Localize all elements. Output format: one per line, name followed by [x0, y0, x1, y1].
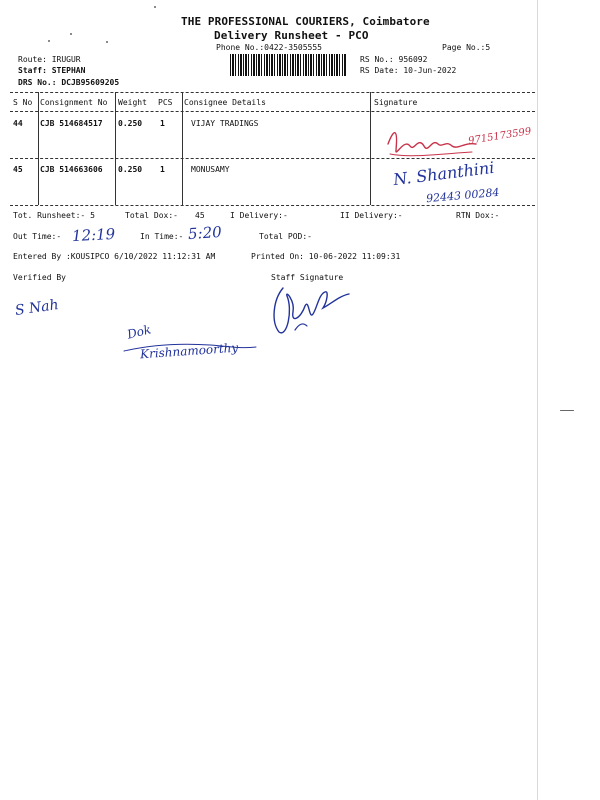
header-consignment: Consignment No — [40, 98, 108, 107]
handwritten-out-time: 12:19 — [71, 224, 116, 246]
header-pcs: PCS — [158, 98, 173, 107]
document-title: Delivery Runsheet - PCO — [214, 29, 369, 42]
scan-speck — [560, 410, 574, 411]
row-consignee: VIJAY TRADINGS — [191, 119, 259, 128]
row-consignment: CJB 514663606 — [40, 165, 103, 174]
company-name: THE PROFESSIONAL COURIERS, Coimbatore — [181, 15, 430, 28]
total-pod-label: Total POD:- — [259, 232, 312, 241]
row-consignee: MONUSAMY — [191, 165, 230, 174]
scan-speck — [70, 33, 72, 35]
column-divider — [38, 92, 39, 205]
row-consignment: CJB 514684517 — [40, 119, 103, 128]
out-time-label: Out Time:- — [13, 232, 62, 241]
route-label: Route: IRUGUR — [18, 55, 81, 64]
printed-on: Printed On: 10-06-2022 11:09:31 — [251, 252, 401, 261]
staff-signature-graphic — [265, 280, 355, 340]
scan-speck — [154, 6, 156, 8]
row-pcs: 1 — [160, 119, 165, 128]
handwritten-phone-row2: 92443 00284 — [425, 185, 500, 206]
table-bottom-rule — [10, 205, 535, 206]
table-top-rule — [10, 92, 535, 93]
rs-number: RS No.: 956092 — [360, 55, 428, 64]
in-time-label: In Time:- — [140, 232, 184, 241]
column-divider — [370, 92, 371, 205]
handwritten-note2: Krishnamoorthy — [139, 340, 239, 362]
barcode-graphic — [230, 54, 346, 76]
header-sno: S No — [13, 98, 33, 107]
scan-speck — [48, 40, 50, 42]
row-sno: 45 — [13, 165, 23, 174]
handwritten-verifier: S Nah — [14, 297, 60, 319]
table-header-rule — [10, 111, 535, 112]
rs-date: RS Date: 10-Jun-2022 — [360, 66, 457, 75]
underline-scribble — [120, 335, 260, 360]
row-weight: 0.250 — [118, 119, 143, 128]
handwritten-name-row2: N. Shanthini — [392, 157, 496, 190]
drs-number: DRS No.: DCJB95609205 — [18, 78, 120, 87]
row-weight: 0.250 — [118, 165, 143, 174]
verified-by-label: Verified By — [13, 273, 66, 282]
total-dox-label: Total Dox:- — [125, 211, 178, 220]
phone-number: Phone No.:0422-3505555 — [216, 43, 322, 52]
page-number: Page No.:5 — [442, 43, 491, 52]
column-divider — [115, 92, 116, 205]
header-consignee: Consignee Details — [184, 98, 266, 107]
header-signature: Signature — [374, 98, 418, 107]
header-weight: Weight — [118, 98, 147, 107]
page-edge — [537, 0, 538, 800]
rtn-dox: RTN Dox:- — [456, 211, 500, 220]
i-delivery: I Delivery:- — [230, 211, 288, 220]
entered-by: Entered By :KOUSIPCO 6/10/2022 11:12:31 AM — [13, 252, 216, 261]
scan-speck — [106, 41, 108, 43]
handwritten-phone-row1: 9715173599 — [467, 126, 533, 147]
row-pcs: 1 — [160, 165, 165, 174]
red-signature-graphic — [380, 124, 480, 164]
tot-runsheet: Tot. Runsheet:- 5 — [13, 211, 95, 220]
staff-signature-label: Staff Signature — [271, 273, 344, 282]
column-divider — [182, 92, 183, 205]
handwritten-note1: Dok — [125, 322, 153, 342]
staff-label: Staff: STEPHAN — [18, 66, 86, 75]
total-dox-value: 45 — [195, 211, 205, 220]
ii-delivery: II Delivery:- — [340, 211, 403, 220]
handwritten-in-time: 5:20 — [187, 222, 223, 244]
row-sno: 44 — [13, 119, 23, 128]
